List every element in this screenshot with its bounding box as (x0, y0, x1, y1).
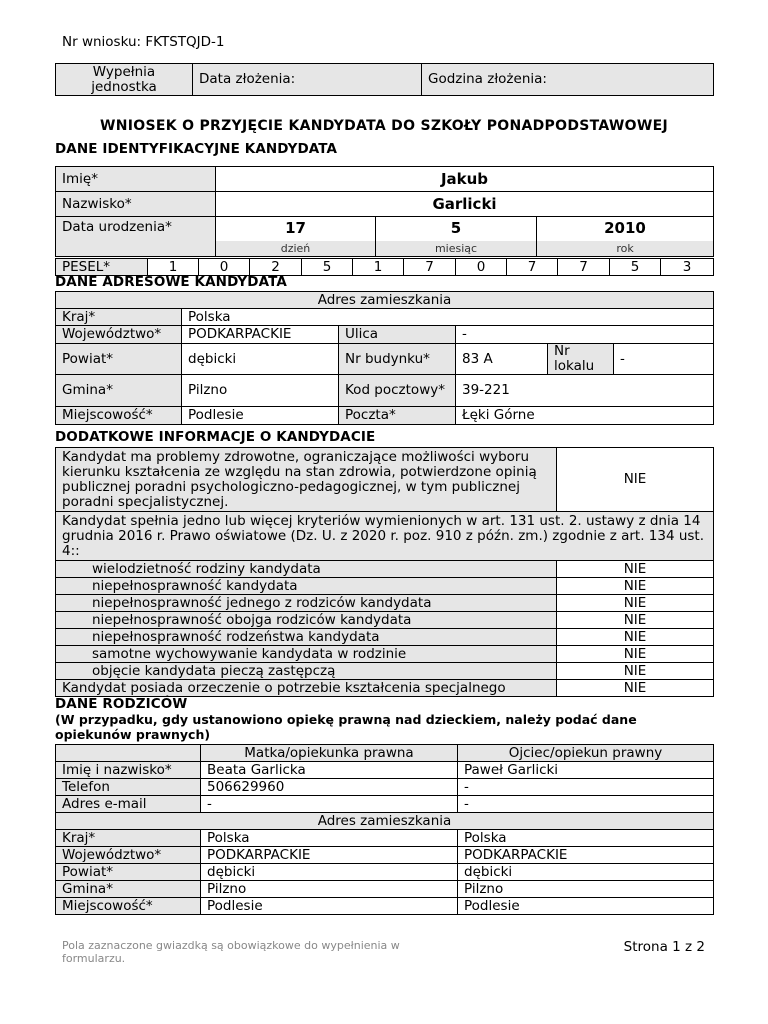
criterion-label: niepełnosprawność obojga rodziców kandydata (56, 612, 557, 629)
street-label: Ulica (339, 326, 456, 344)
postcode-value: 39-221 (456, 375, 714, 407)
criterion-label: samotne wychowywanie kandydata w rodzinie (56, 646, 557, 663)
parent-name-label: Imię i nazwisko* (56, 762, 201, 779)
criterion-label: niepełnosprawność rodzeństwa kandydata (56, 629, 557, 646)
special-education-label: Kandydat posiada orzeczenie o potrzebie kształcenia specjalnego (56, 680, 557, 697)
voivodeship-value: PODKARPACKIE (182, 326, 339, 344)
health-text: Kandydat ma problemy zdrowotne, ograniczające możliwości wyboru kierunku kształcenia ze względu na stan zdrowia, potwierdzone opinią publicznej poradni psychologiczno-pedagogicznej, w tym publicznej poradni specjalistycznej. (56, 448, 557, 512)
special-education-value: NIE (557, 680, 714, 697)
identity-heading: DANE IDENTYFIKACYJNE KANDYDATA (55, 141, 338, 157)
pesel-digit: 0 (456, 259, 507, 276)
criterion-value: NIE (557, 646, 714, 663)
mother-country: Polska (201, 830, 458, 847)
mother-phone: 506629960 (201, 779, 458, 796)
flat-value: - (614, 344, 714, 375)
address-table (55, 291, 714, 425)
criterion-value: NIE (557, 595, 714, 612)
mother-commune: Pilzno (201, 881, 458, 898)
pesel-digit: 2 (250, 259, 302, 276)
building-value: 83 A (456, 344, 548, 375)
father-country: Polska (458, 830, 714, 847)
pesel-digit: 7 (507, 259, 558, 276)
country-value: Polska (182, 309, 714, 326)
parents-table (55, 744, 714, 915)
criterion-label: niepełnosprawność jednego z rodziców kandydata (56, 595, 557, 612)
mother-header: Matka/opiekunka prawna (201, 745, 458, 762)
last-name-value: Garlicki (216, 192, 714, 217)
parent-email-label: Adres e-mail (56, 796, 201, 813)
filled-by-label: Wypełnia jednostka (56, 64, 193, 96)
health-value: NIE (557, 448, 714, 512)
dob-day-caption: dzień (216, 241, 376, 257)
parents-corner (56, 745, 201, 762)
dob-year: 2010 (537, 217, 714, 241)
father-voivodeship: PODKARPACKIE (458, 847, 714, 864)
country-label: Kraj* (56, 309, 182, 326)
mother-name: Beata Garlicka (201, 762, 458, 779)
father-county: dębicki (458, 864, 714, 881)
last-name-label: Nazwisko* (56, 192, 216, 217)
parent-commune-label: Gmina* (56, 881, 201, 898)
pesel-digit: 5 (302, 259, 353, 276)
county-label: Powiat* (56, 344, 182, 375)
pesel-digit: 0 (199, 259, 250, 276)
commune-label: Gmina* (56, 375, 182, 407)
locality-label: Miejscowość* (56, 407, 182, 425)
street-value: - (456, 326, 714, 344)
criteria-text: Kandydat spełnia jedno lub więcej kryteriów wymienionych w art. 131 ust. 2. ustawy z dnia 14 grudnia 2016 r. Prawo oświatowe (Dz. U. z 2020 r. poz. 910 z późn. zm.) zgodnie z art. 134 ust. 4:: (56, 512, 714, 561)
dob-label: Data urodzenia* (56, 217, 216, 257)
father-locality: Podlesie (458, 898, 714, 915)
parents-residence-header: Adres zamieszkania (56, 813, 714, 830)
dob-day: 17 (216, 217, 376, 241)
father-email: - (458, 796, 714, 813)
flat-label: Nr lokalu (548, 344, 614, 375)
voivodeship-label: Województwo* (56, 326, 182, 344)
parent-locality-label: Miejscowość* (56, 898, 201, 915)
pesel-digit: 7 (558, 259, 610, 276)
criterion-label: wielodzietność rodziny kandydata (56, 561, 557, 578)
criterion-value: NIE (557, 629, 714, 646)
pesel-digit: 5 (610, 259, 661, 276)
identity-table (55, 166, 714, 257)
dob-month: 5 (376, 217, 537, 241)
mother-voivodeship: PODKARPACKIE (201, 847, 458, 864)
criterion-label: niepełnosprawność kandydata (56, 578, 557, 595)
pesel-digit: 7 (404, 259, 456, 276)
additional-info-heading: DODATKOWE INFORMACJE O KANDYDACIE (55, 429, 376, 445)
father-header: Ojciec/opiekun prawny (458, 745, 714, 762)
mother-email: - (201, 796, 458, 813)
parent-county-label: Powiat* (56, 864, 201, 881)
criterion-value: NIE (557, 578, 714, 595)
parent-phone-label: Telefon (56, 779, 201, 796)
first-name-value: Jakub (216, 167, 714, 192)
county-value: dębicki (182, 344, 339, 375)
parents-heading: DANE RODZICÓW (55, 696, 188, 712)
criterion-value: NIE (557, 561, 714, 578)
application-number: Nr wniosku: FKTSTQJD-1 (62, 34, 225, 50)
form-title: WNIOSEK O PRZYJĘCIE KANDYDATA DO SZKOŁY PONADPODSTAWOWEJ (100, 118, 668, 134)
father-phone: - (458, 779, 714, 796)
pesel-digit: 1 (148, 259, 199, 276)
postcode-label: Kod pocztowy* (339, 375, 456, 407)
criterion-value: NIE (557, 663, 714, 680)
criterion-label: objęcie kandydata pieczą zastępczą (56, 663, 557, 680)
pesel-digit: 1 (353, 259, 404, 276)
submission-time-field: Godzina złożenia: (422, 64, 714, 96)
footer-note: Pola zaznaczone gwiazdką są obowiązkowe do wypełnienia w formularzu. (62, 939, 400, 965)
pesel-label: PESEL* (56, 259, 148, 276)
residence-header: Adres zamieszkania (56, 292, 714, 309)
pesel-digit: 3 (661, 259, 714, 276)
mother-county: dębicki (201, 864, 458, 881)
criterion-value: NIE (557, 612, 714, 629)
father-name: Paweł Garlicki (458, 762, 714, 779)
dob-year-caption: rok (537, 241, 714, 257)
commune-value: Pilzno (182, 375, 339, 407)
father-commune: Pilzno (458, 881, 714, 898)
parent-country-label: Kraj* (56, 830, 201, 847)
mother-locality: Podlesie (201, 898, 458, 915)
page-number: Strona 1 z 2 (623, 939, 705, 955)
parents-note: (W przypadku, gdy ustanowiono opiekę prawną nad dzieckiem, należy podać dane opiekunów prawnych) (55, 712, 637, 742)
locality-value: Podlesie (182, 407, 339, 425)
first-name-label: Imię* (56, 167, 216, 192)
building-label: Nr budynku* (339, 344, 456, 375)
submission-date-field: Data złożenia: (193, 64, 422, 96)
additional-info-table (55, 447, 714, 697)
address-heading: DANE ADRESOWE KANDYDATA (55, 274, 287, 290)
post-office-label: Poczta* (339, 407, 456, 425)
post-office-value: Łęki Górne (456, 407, 714, 425)
parent-voivodeship-label: Województwo* (56, 847, 201, 864)
office-use-table (55, 63, 714, 96)
dob-month-caption: miesiąc (376, 241, 537, 257)
